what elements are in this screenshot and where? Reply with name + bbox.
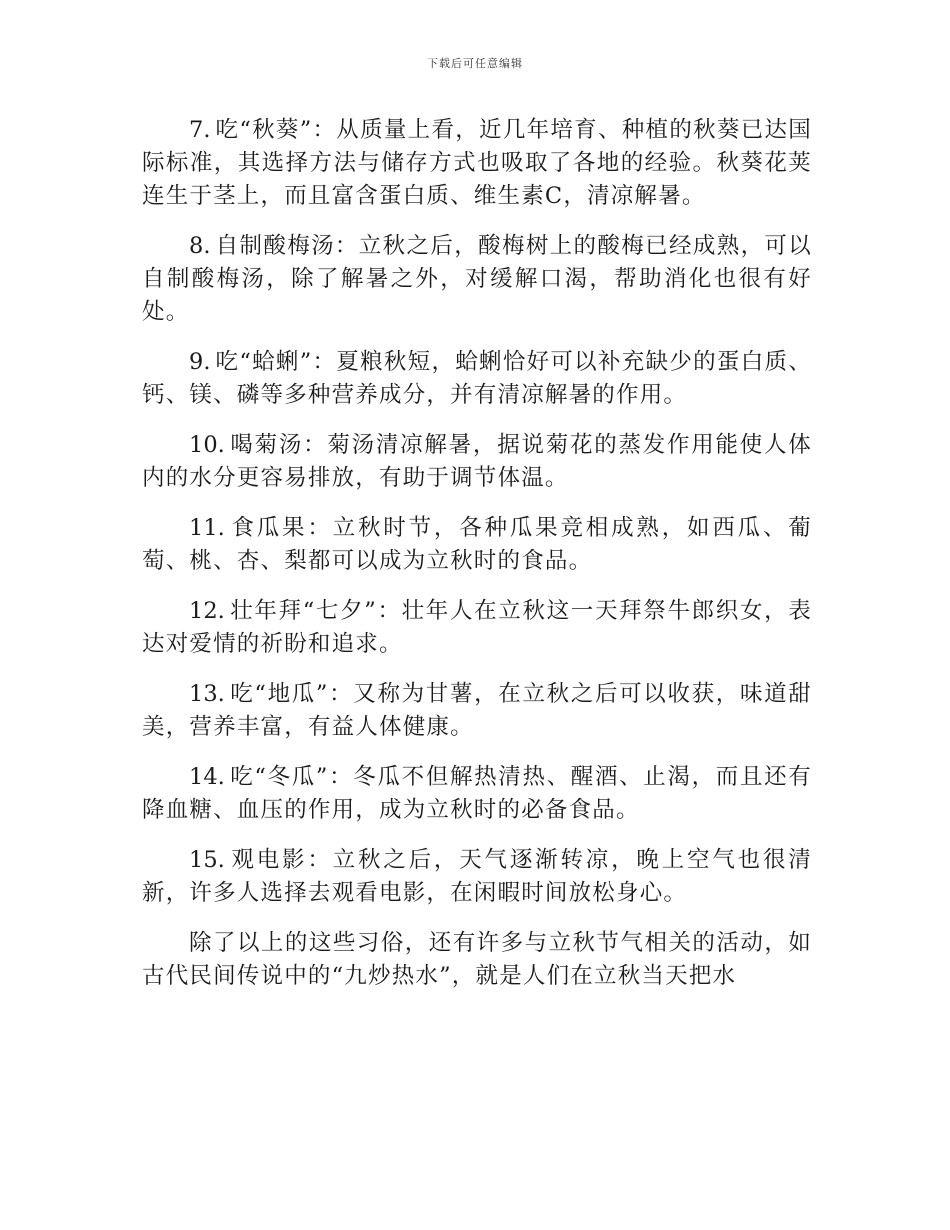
document-body <box>142 114 812 1010</box>
item-number: 13. <box>189 681 225 707</box>
item-text: 吃“冬瓜”：冬瓜不但解热清热、醒酒、止渴，而且还有降血糖、血压的作用，成为立秋时的必备食品。 <box>142 764 812 823</box>
item-text: 除了以上的这些习俗，还有许多与立秋节气相关的活动，如古代民间传说中的“九炒热水”，就是人们在立秋当天把水 <box>142 930 812 989</box>
item-number: 11. <box>189 515 225 541</box>
item-number: 9. <box>189 349 211 375</box>
item-number: 15. <box>189 847 225 873</box>
item-number: 10. <box>189 432 225 458</box>
item-text: 壮年拜“七夕”：壮年人在立秋这一天拜祭牛郎织女，表达对爱情的祈盼和追求。 <box>142 598 812 657</box>
item-number: 7. <box>189 117 211 143</box>
page-header: 下载后可任意编辑 <box>427 57 523 70</box>
item-text: 喝菊汤：菊汤清凉解暑，据说菊花的蒸发作用能使人体内的水分更容易排放，有助于调节体温。 <box>142 432 812 491</box>
paragraph-item-10 <box>142 429 812 495</box>
paragraph-item-14 <box>142 761 812 827</box>
item-number: 12. <box>189 598 225 624</box>
item-text: 吃“地瓜”：又称为甘薯，在立秋之后可以收获，味道甜美，营养丰富，有益人体健康。 <box>142 681 812 740</box>
item-text: 观电影：立秋之后，天气逐渐转凉，晚上空气也很清新，许多人选择去观看电影，在闲暇时间放松身心。 <box>142 847 812 906</box>
paragraph-item-15 <box>142 844 812 910</box>
paragraph-item-7 <box>142 114 812 213</box>
paragraph-item-9 <box>142 346 812 412</box>
item-number: 8. <box>189 233 211 259</box>
paragraph-item-8 <box>142 230 812 329</box>
item-text: 吃“秋葵”：从质量上看，近几年培育、种植的秋葵已达国际标准，其选择方法与储存方式也吸取了各地的经验。秋葵花荚连生于茎上，而且富含蛋白质、维生素C，清凉解暑。 <box>142 117 812 209</box>
item-text: 食瓜果：立秋时节，各种瓜果竞相成熟，如西瓜、葡萄、桃、杏、梨都可以成为立秋时的食品。 <box>142 515 812 574</box>
paragraph-item-13 <box>142 678 812 744</box>
paragraph-item-12 <box>142 595 812 661</box>
item-number: 14. <box>189 764 225 790</box>
paragraph-item-11 <box>142 512 812 578</box>
item-text: 吃“蛤蜊”：夏粮秋短，蛤蜊恰好可以补充缺少的蛋白质、钙、镁、磷等多种营养成分，并有清凉解暑的作用。 <box>142 349 812 408</box>
item-text: 自制酸梅汤：立秋之后，酸梅树上的酸梅已经成熟，可以自制酸梅汤，除了解暑之外，对缓解口渴，帮助消化也很有好处。 <box>142 233 812 325</box>
paragraph-closing <box>142 927 812 993</box>
